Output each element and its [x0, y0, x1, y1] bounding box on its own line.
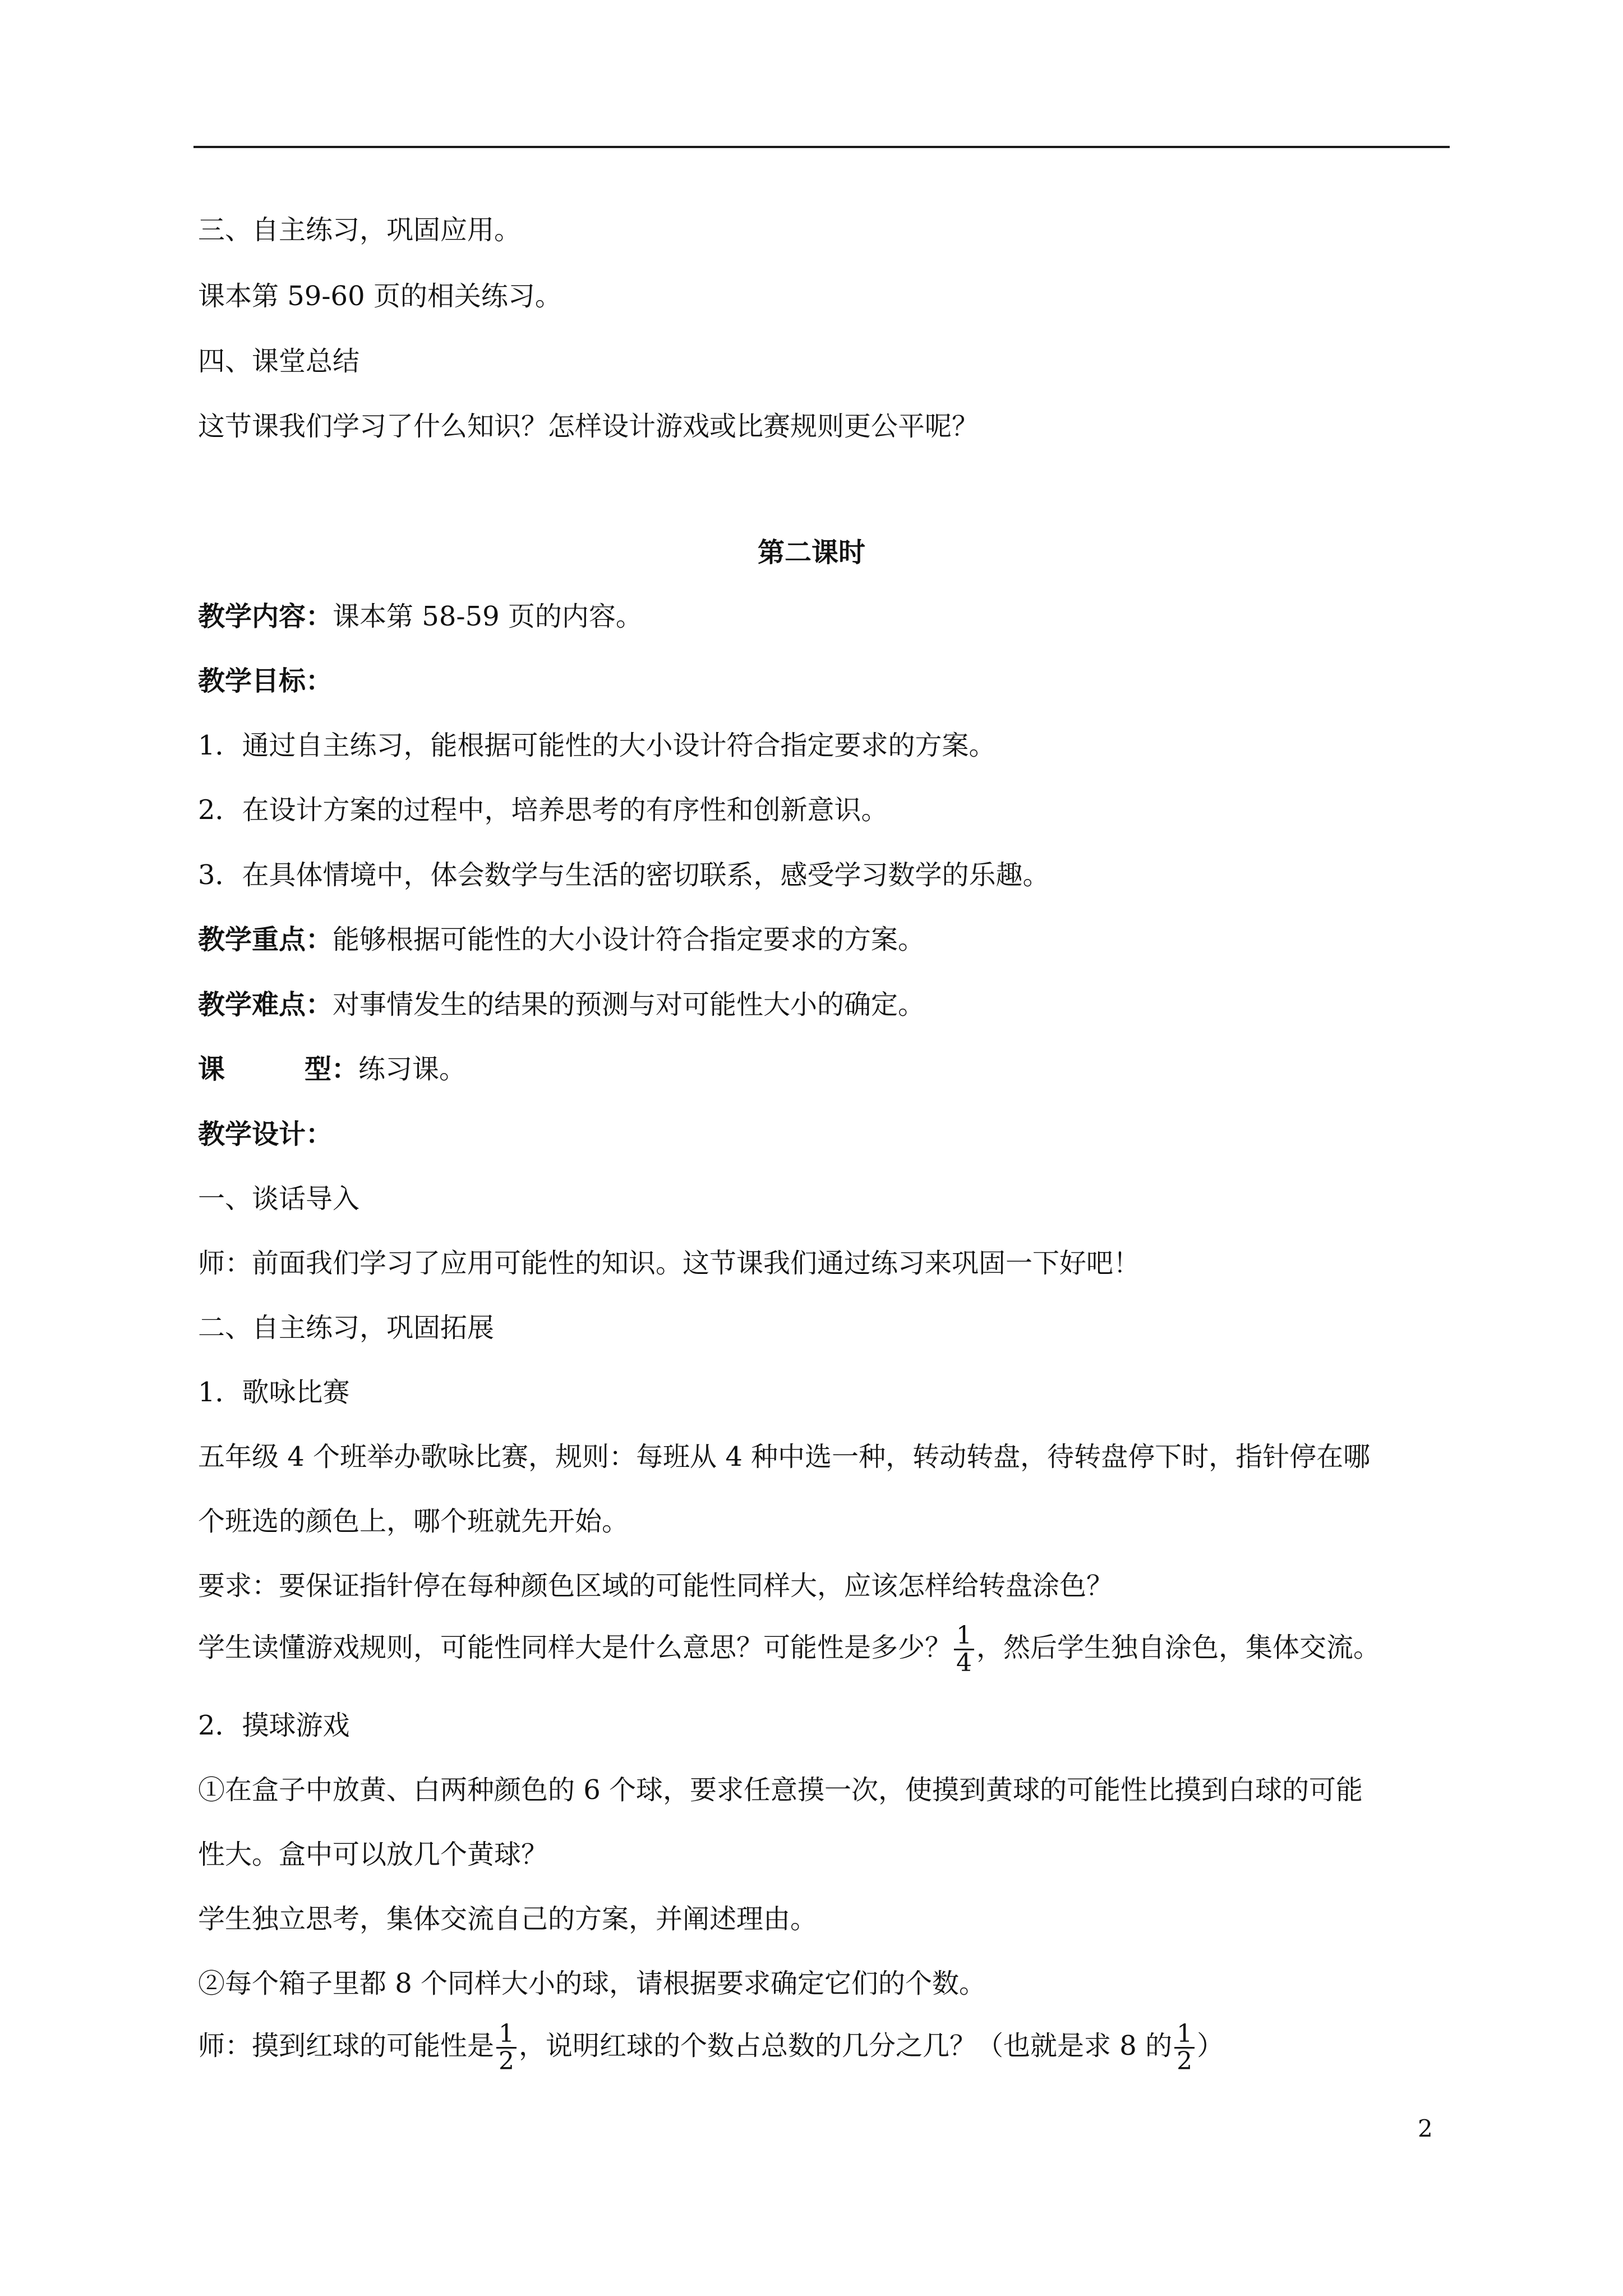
teaching-difficulty-label: 教学难点： — [198, 989, 333, 1020]
paragraph-teacher-red-ball-b: ，说明红球的个数占总数的几分之几？（也就是求 8 的 — [519, 2030, 1173, 2062]
teaching-difficulty — [198, 991, 925, 1018]
paragraph-teacher-red-ball-c: ） — [1197, 2030, 1224, 2062]
teaching-focus-text: 能够根据可能性的大小设计符合指定要求的方案。 — [333, 924, 925, 955]
fraction-denominator: 2 — [1177, 2047, 1193, 2076]
page-number: 2 — [1418, 2115, 1433, 2142]
section-heading-practice: 三、自主练习，巩固应用。 — [198, 214, 522, 246]
paragraph-singing-discussion-a: 学生读懂游戏规则，可能性同样大是什么意思？可能性是多少？ — [198, 1632, 952, 1664]
goal-item-2: 2．在设计方案的过程中，培养思考的有序性和创新意识。 — [198, 794, 888, 826]
goal-item-1: 1．通过自主练习，能根据可能性的大小设计符合指定要求的方案。 — [198, 730, 996, 761]
fraction-one-half — [496, 2021, 517, 2074]
teaching-focus — [198, 926, 925, 953]
paragraph-teacher-red-ball-a: 师：摸到红球的可能性是 — [198, 2030, 495, 2062]
fraction-one-quarter — [954, 1623, 974, 1676]
paragraph-singing-discussion-b: ，然后学生独自涂色，集体交流。 — [976, 1632, 1381, 1664]
teaching-focus-label: 教学重点： — [198, 924, 333, 955]
paragraph-singing-rules-1: 五年级 4 个班举办歌咏比赛，规则：每班从 4 种中选一种，转动转盘，待转盘停下时，指针停在哪 — [198, 1441, 1371, 1473]
fraction-numerator: 1 — [954, 1623, 974, 1650]
fraction-one-half — [1174, 2021, 1195, 2074]
lesson-type — [198, 1053, 467, 1085]
teaching-content-text: 课本第 58-59 页的内容。 — [333, 601, 643, 632]
fraction-denominator: 2 — [499, 2047, 515, 2076]
lesson-title: 第二课时 — [757, 537, 865, 568]
paragraph-teacher-red-ball — [198, 2021, 1224, 2074]
fraction-numerator: 1 — [496, 2021, 517, 2049]
paragraph-ball-task-1-cont: 性大。盒中可以放几个黄球？ — [198, 1839, 548, 1870]
paragraph-singing-requirement: 要求：要保证指针停在每种颜色区域的可能性同样大，应该怎样给转盘涂色？ — [198, 1570, 1114, 1602]
paragraph-ball-task-1: ①在盒子中放黄、白两种颜色的 6 个球，要求任意摸一次，使摸到黄球的可能性比摸到白球的可能 — [198, 1774, 1363, 1806]
paragraph-teacher-intro: 师：前面我们学习了应用可能性的知识。这节课我们通过练习来巩固一下好吧！ — [198, 1248, 1141, 1279]
teaching-goals-label: 教学目标： — [198, 665, 333, 697]
paragraph-ball-discussion: 学生独立思考，集体交流自己的方案，并阐述理由。 — [198, 1903, 818, 1935]
section-heading-intro: 一、谈话导入 — [198, 1183, 360, 1214]
lesson-type-label-a: 课 — [198, 1053, 225, 1085]
teaching-design-label: 教学设计： — [198, 1119, 333, 1150]
section-heading-summary: 四、课堂总结 — [198, 346, 360, 377]
goal-item-3: 3．在具体情境中，体会数学与生活的密切联系，感受学习数学的乐趣。 — [198, 859, 1050, 891]
header-rule — [193, 146, 1450, 148]
paragraph-summary-question: 这节课我们学习了什么知识？怎样设计游戏或比赛规则更公平呢？ — [198, 411, 979, 442]
exercise-heading-singing: 1．歌咏比赛 — [198, 1377, 350, 1408]
teaching-difficulty-text: 对事情发生的结果的预测与对可能性大小的确定。 — [333, 989, 925, 1020]
fraction-numerator: 1 — [1174, 2021, 1195, 2049]
teaching-content-label: 教学内容： — [198, 601, 333, 632]
section-heading-extension: 二、自主练习，巩固拓展 — [198, 1312, 495, 1343]
paragraph-singing-rules-2: 个班选的颜色上，哪个班就先开始。 — [198, 1506, 629, 1537]
teaching-content — [198, 603, 643, 630]
lesson-type-text: 练习课。 — [358, 1053, 467, 1085]
paragraph-ball-task-2: ②每个箱子里都 8 个同样大小的球，请根据要求确定它们的个数。 — [198, 1968, 986, 1999]
paragraph-textbook-exercises: 课本第 59-60 页的相关练习。 — [198, 280, 562, 312]
lesson-type-label-b: 型： — [305, 1053, 359, 1085]
fraction-denominator: 4 — [956, 1649, 972, 1678]
paragraph-singing-discussion — [198, 1623, 1380, 1676]
exercise-heading-ball-game: 2．摸球游戏 — [198, 1710, 350, 1741]
